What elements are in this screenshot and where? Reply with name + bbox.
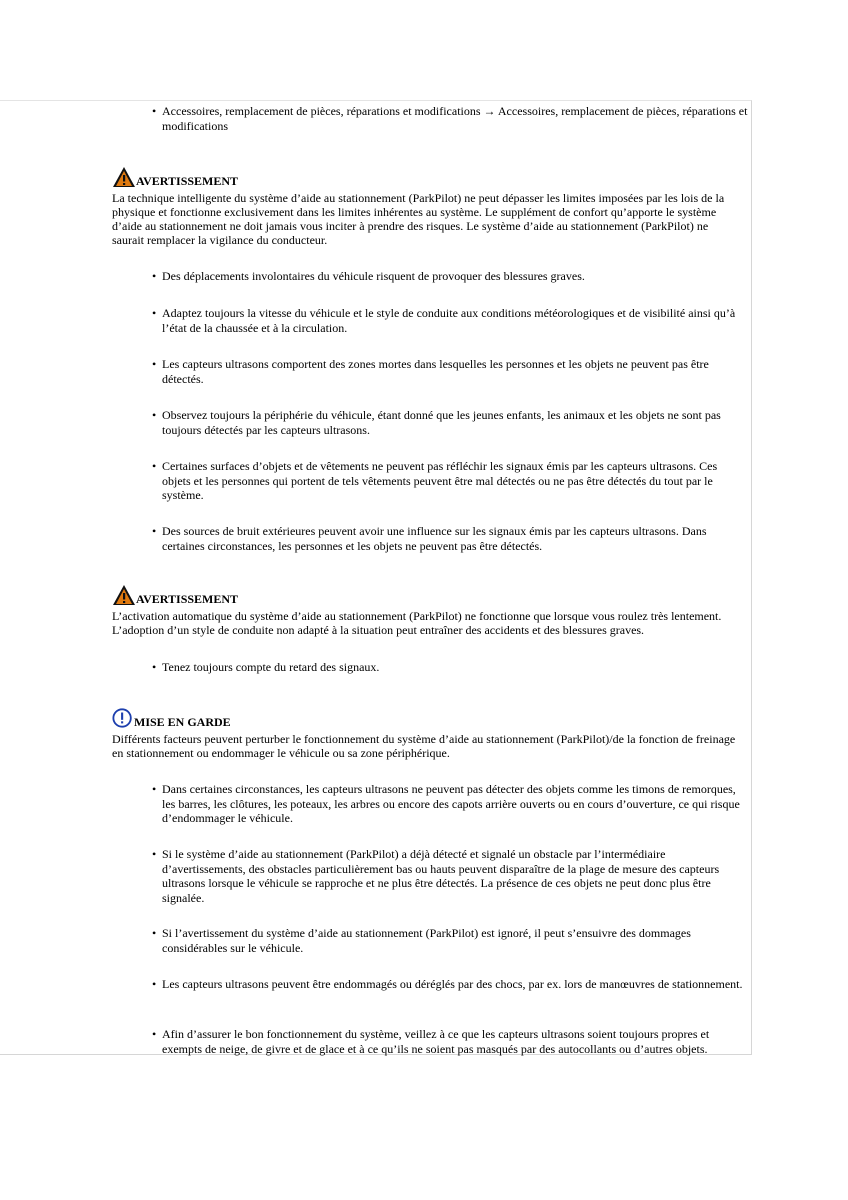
list-item: • Adaptez toujours la vitesse du véhicule et le style de conduite aux conditions météorologiques et de visibilité ainsi qu’à l’état de la chaussée et à la circulation. [152, 306, 736, 335]
warning-heading: AVERTISSEMENT [112, 584, 238, 606]
caution-circle-icon [112, 707, 134, 729]
bullet-icon: • [152, 408, 157, 422]
bullet-icon: • [152, 1027, 157, 1041]
list-item: • Des déplacements involontaires du véhicule risquent de provoquer des blessures graves. [152, 269, 585, 283]
warning-text: La technique intelligente du système d’aide au stationnement (ParkPilot) ne peut dépasser les limites imposées par les lois de la physique et fonctionne exclusivement dans les limites inhérentes au système. Le supplément de confort qu’apporte le système d’aide au stationnement ne doit jamais vous inciter à prendre des risques. Le système d’aide au stationnement (ParkPilot) ne saurait remplacer la vigilance du conducteur. [112, 191, 725, 247]
caution-text: Différents facteurs peuvent perturber le fonctionnement du système d’aide au stationnement (ParkPilot)/de la fonction de freinage en stationnement ou endommager le véhicule ou sa zone périphérique. [112, 732, 736, 760]
list-item: • Si l’avertissement du système d’aide au stationnement (ParkPilot) est ignoré, il peut s’ensuivre des dommages considérables sur le véhicule. [152, 926, 691, 955]
list-item: • Si le système d’aide au stationnement (ParkPilot) a déjà détecté et signalé un obstacle par l’intermédiaire d’avertissements, des obstacles particulièrement bas ou hauts peuvent disparaître de la plage de mesure des capteurs ultrasons lorsque le véhicule se rapproche et ne plus être détectés. La présence de ces objets ne peut donc plus être signalée. [152, 847, 720, 905]
bullet-icon: • [152, 357, 157, 371]
list-item: • Dans certaines circonstances, les capteurs ultrasons ne peuvent pas détecter des objets comme les timons de remorques, les barres, les clôtures, les poteaux, les arbres ou encore des capots arrière ouverts ou en cours d’ouverture, ce qui risque d’endommager le véhicule. [152, 782, 740, 825]
bullet-icon: • [152, 847, 157, 861]
warning-text: L’activation automatique du système d’aide au stationnement (ParkPilot) ne fonctionne que lorsque vous roulez très lentement. L’adoption d’un style de conduite non adapté à la situation peut entraîner des accidents et des blessures graves. [112, 609, 722, 637]
bullet-icon: • [152, 926, 157, 940]
list-item: • Accessoires, remplacement de pièces, réparations et modifications → Accessoires, remplacement de pièces, réparations et modifications [152, 104, 748, 133]
list-item: • Observez toujours la périphérie du véhicule, étant donné que les jeunes enfants, les animaux et les objets ne sont pas toujours détectés par les capteurs ultrasons. [152, 408, 721, 437]
list-item: • Tenez toujours compte du retard des signaux. [152, 660, 380, 674]
list-item: • Les capteurs ultrasons peuvent être endommagés ou déréglés par des chocs, par ex. lors de manœuvres de stationnement. [152, 977, 743, 991]
bullet-icon: • [152, 660, 157, 674]
list-item: • Des sources de bruit extérieures peuvent avoir une influence sur les signaux émis par les capteurs ultrasons. Dans certaines circonstances, les personnes et les objets ne peuvent pas être détectés. [152, 524, 707, 553]
warning-triangle-icon [112, 166, 136, 188]
list-item: • Certaines surfaces d’objets et de vêtements ne peuvent pas réfléchir les signaux émis par les capteurs ultrasons. Ces objets et les personnes qui portent de tels vêtements peuvent être mal détectés ou ne pas être détectés du tout par le système. [152, 459, 718, 502]
bullet-icon: • [152, 104, 157, 118]
caution-heading: MISE EN GARDE [112, 707, 231, 729]
bullet-icon: • [152, 269, 157, 283]
list-item: • Les capteurs ultrasons comportent des zones mortes dans lesquelles les personnes et les objets ne peuvent pas être détectés. [152, 357, 709, 386]
warning-triangle-icon [112, 584, 136, 606]
bullet-icon: • [152, 306, 157, 320]
bullet-icon: • [152, 524, 157, 538]
bullet-icon: • [152, 977, 157, 991]
bullet-icon: • [152, 459, 157, 473]
list-item: • Afin d’assurer le bon fonctionnement du système, veillez à ce que les capteurs ultrasons soient toujours propres et exempts de neige, de givre et de glace et à ce qu’ils ne soient pas masqués par des autocollants ou d’autres objets. [152, 1027, 710, 1056]
bullet-icon: • [152, 782, 157, 796]
warning-heading: AVERTISSEMENT [112, 166, 238, 188]
